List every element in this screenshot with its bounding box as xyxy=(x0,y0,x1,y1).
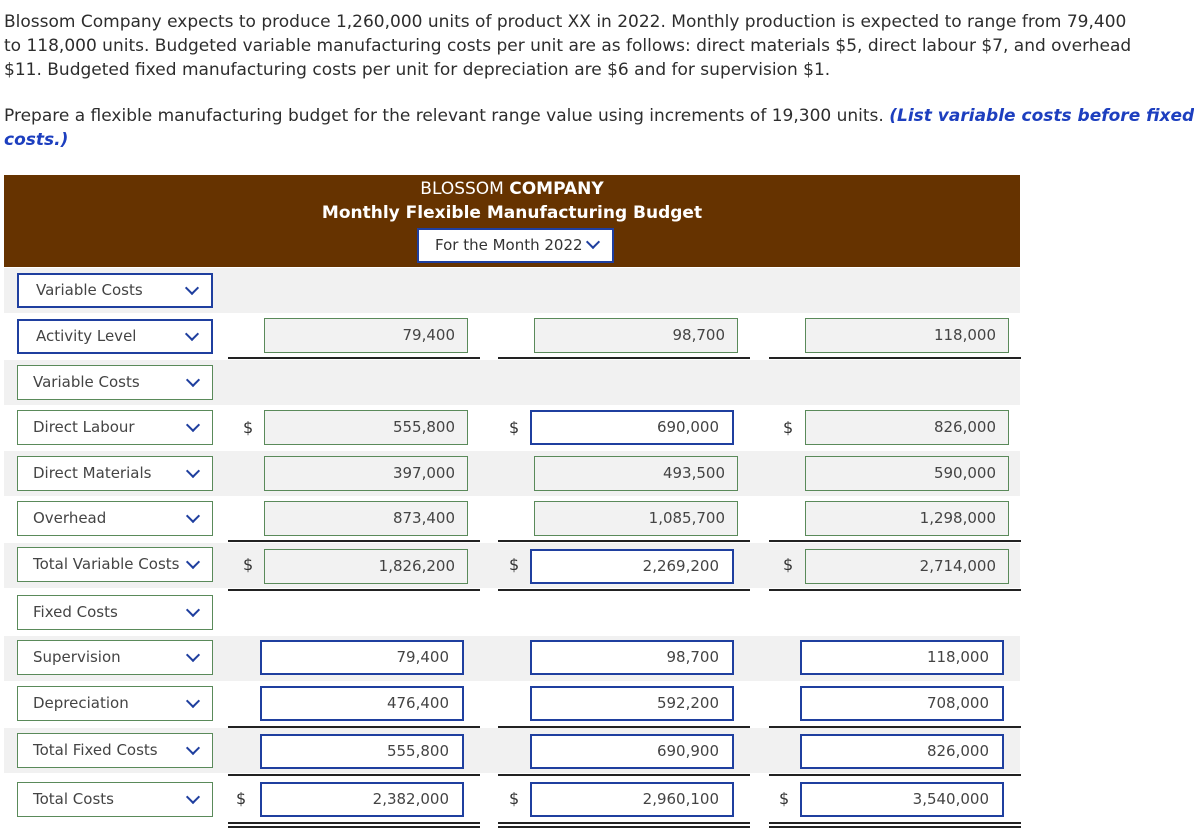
row-label-select[interactable]: Total Fixed Costs xyxy=(17,733,213,768)
double-underline xyxy=(228,822,480,824)
row-label-select[interactable]: Fixed Costs xyxy=(17,595,213,630)
chevron-down-icon xyxy=(186,648,200,662)
row-label-select[interactable]: Variable Costs xyxy=(17,365,213,400)
depreciation-input[interactable]: 476,400 xyxy=(260,686,464,721)
budget-header xyxy=(4,175,1020,267)
instruction-hint: (List variable costs before fixed xyxy=(889,106,1194,126)
chevron-down-icon xyxy=(186,603,200,617)
direct-materials-input[interactable]: 493,500 xyxy=(534,456,738,491)
overhead-input[interactable]: 873,400 xyxy=(264,501,468,536)
problem-line: to 118,000 units. Budgeted variable manufacturing costs per unit are as follows: direct materials $5, direct labour $7, and overhead xyxy=(4,36,1132,56)
underline xyxy=(769,774,1021,776)
row-label-select[interactable]: Total Variable Costs xyxy=(17,547,213,582)
row-label-select[interactable]: Depreciation xyxy=(17,686,213,721)
underline xyxy=(228,357,480,359)
supervision-input[interactable]: 98,700 xyxy=(530,640,734,675)
row-label-select[interactable]: Direct Labour xyxy=(17,410,213,445)
period-select[interactable] xyxy=(417,228,614,263)
double-underline xyxy=(498,826,750,828)
underline xyxy=(498,726,750,728)
dollar-sign: $ xyxy=(509,789,520,808)
instructions xyxy=(4,104,1194,152)
total-costs-input[interactable]: 2,960,100 xyxy=(530,782,734,817)
row-label-select[interactable]: Variable Costs xyxy=(17,273,213,308)
underline xyxy=(769,540,1021,542)
chevron-down-icon xyxy=(186,373,200,387)
underline xyxy=(769,357,1021,359)
dollar-sign: $ xyxy=(236,789,247,808)
total-costs-input[interactable]: 2,382,000 xyxy=(260,782,464,817)
supervision-input[interactable]: 79,400 xyxy=(260,640,464,675)
underline xyxy=(769,589,1021,591)
company-name: BLOSSOM COMPANY xyxy=(420,179,604,199)
direct-labour-input[interactable]: 690,000 xyxy=(530,410,734,445)
chevron-down-icon xyxy=(586,235,600,249)
underline xyxy=(228,589,480,591)
chevron-down-icon xyxy=(186,509,200,523)
direct-labour-input[interactable]: 555,800 xyxy=(264,410,468,445)
underline xyxy=(769,726,1021,728)
dollar-sign: $ xyxy=(243,418,254,437)
dollar-sign: $ xyxy=(779,789,790,808)
direct-labour-input[interactable]: 826,000 xyxy=(805,410,1009,445)
chevron-down-icon xyxy=(186,741,200,755)
row-label-select[interactable]: Direct Materials xyxy=(17,456,213,491)
underline xyxy=(228,774,480,776)
chevron-down-icon xyxy=(185,281,199,295)
chevron-down-icon xyxy=(186,694,200,708)
direct-materials-input[interactable]: 397,000 xyxy=(264,456,468,491)
period-select-value: For the Month 2022 xyxy=(435,236,583,254)
double-underline xyxy=(769,822,1021,824)
depreciation-input[interactable]: 592,200 xyxy=(530,686,734,721)
activity-level-input[interactable]: 98,700 xyxy=(534,318,738,353)
row-label-select[interactable]: Supervision xyxy=(17,640,213,675)
total-variable-costs-input[interactable]: 2,269,200 xyxy=(530,549,734,584)
chevron-down-icon xyxy=(185,327,199,341)
underline xyxy=(228,540,480,542)
problem-line: Blossom Company expects to produce 1,260,000 units of product XX in 2022. Monthly production is expected to range from 79,400 xyxy=(4,12,1127,32)
overhead-input[interactable]: 1,085,700 xyxy=(534,501,738,536)
supervision-input[interactable]: 118,000 xyxy=(800,640,1004,675)
row-label-select[interactable]: Total Costs xyxy=(17,782,213,817)
instruction-text: Prepare a flexible manufacturing budget for the relevant range value using increments of 19,300 units. xyxy=(4,106,884,126)
dollar-sign: $ xyxy=(243,555,254,574)
double-underline xyxy=(769,826,1021,828)
direct-materials-input[interactable]: 590,000 xyxy=(805,456,1009,491)
instruction-hint-cont: costs.) xyxy=(4,130,69,150)
dollar-sign: $ xyxy=(783,418,794,437)
activity-level-input[interactable]: 118,000 xyxy=(805,318,1009,353)
problem-statement xyxy=(4,10,1132,82)
activity-level-input[interactable]: 79,400 xyxy=(264,318,468,353)
underline xyxy=(498,540,750,542)
underline xyxy=(498,357,750,359)
chevron-down-icon xyxy=(186,790,200,804)
row-label-select[interactable]: Overhead xyxy=(17,501,213,536)
chevron-down-icon xyxy=(186,418,200,432)
overhead-input[interactable]: 1,298,000 xyxy=(805,501,1009,536)
double-underline xyxy=(228,826,480,828)
underline xyxy=(228,726,480,728)
budget-title: Monthly Flexible Manufacturing Budget xyxy=(321,203,703,223)
total-costs-input[interactable]: 3,540,000 xyxy=(800,782,1004,817)
dollar-sign: $ xyxy=(783,555,794,574)
dollar-sign: $ xyxy=(509,555,520,574)
double-underline xyxy=(498,822,750,824)
depreciation-input[interactable]: 708,000 xyxy=(800,686,1004,721)
underline xyxy=(498,589,750,591)
total-variable-costs-input[interactable]: 1,826,200 xyxy=(264,549,468,584)
dollar-sign: $ xyxy=(509,418,520,437)
total-fixed-costs-input[interactable]: 555,800 xyxy=(260,734,464,769)
chevron-down-icon xyxy=(186,464,200,478)
total-fixed-costs-input[interactable]: 690,900 xyxy=(530,734,734,769)
total-variable-costs-input[interactable]: 2,714,000 xyxy=(805,549,1009,584)
underline xyxy=(498,774,750,776)
chevron-down-icon xyxy=(186,555,200,569)
total-fixed-costs-input[interactable]: 826,000 xyxy=(800,734,1004,769)
problem-line: $11. Budgeted fixed manufacturing costs per unit for depreciation are $6 and for supervision $1. xyxy=(4,60,831,80)
row-label-select[interactable]: Activity Level xyxy=(17,319,213,354)
